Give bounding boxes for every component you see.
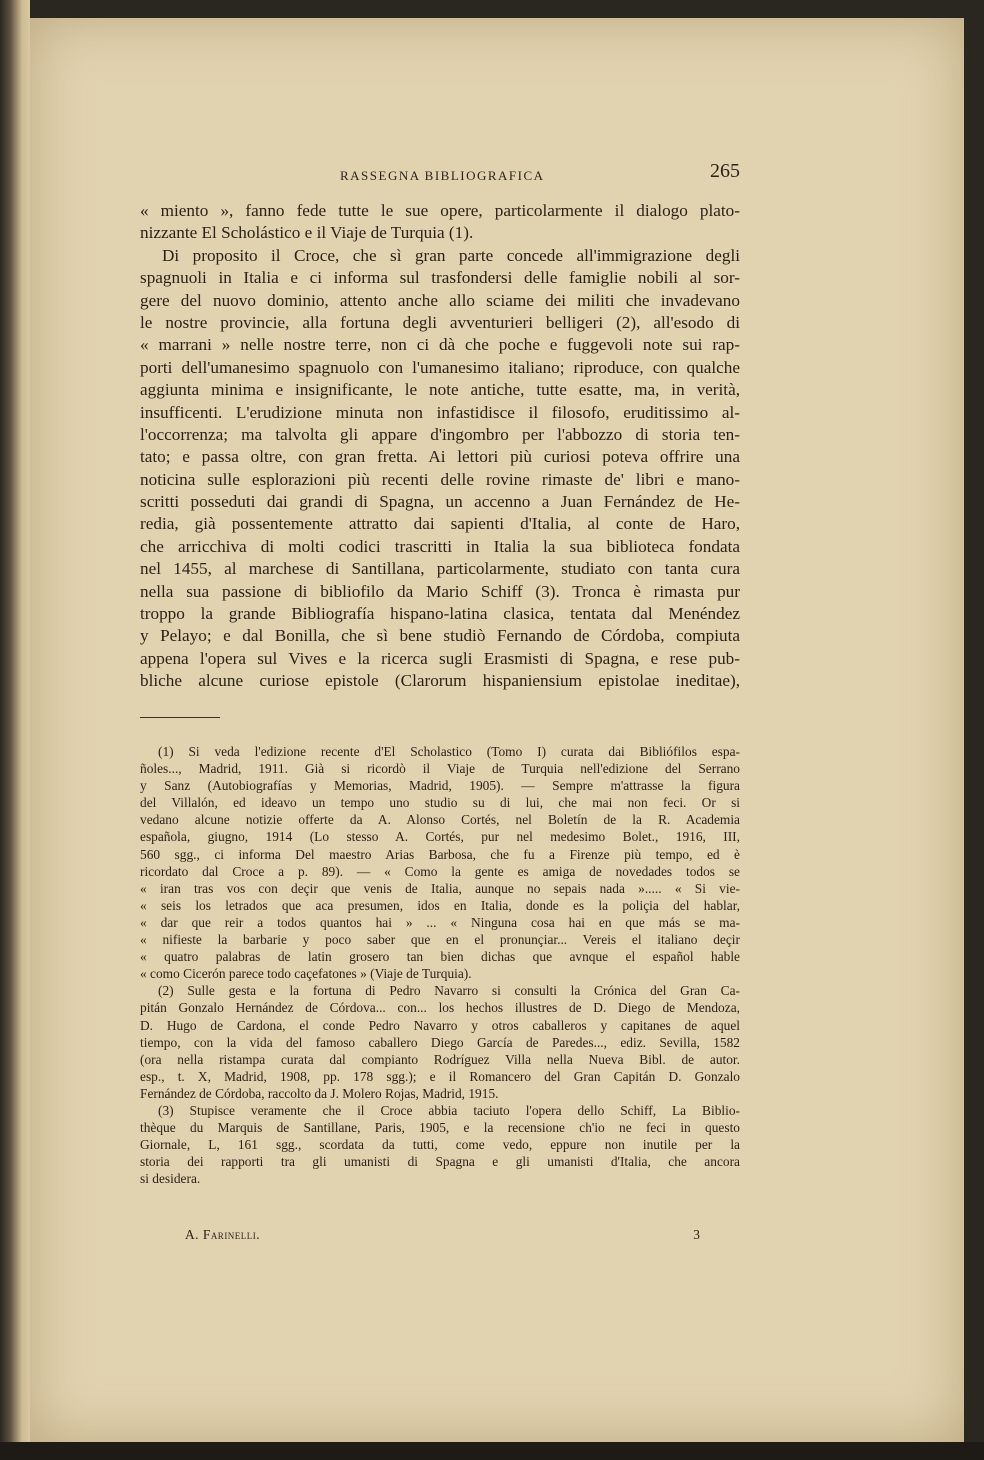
body-line: scritti posseduti dai grandi di Spagna, un accenno a Juan Fernández de He- — [140, 492, 740, 512]
page-header — [140, 160, 740, 188]
author-name: A. Farinelli. — [185, 1227, 261, 1242]
body-line: troppo la grande Bibliografía hispano-latina clasica, tentata dal Menéndez — [140, 604, 740, 624]
body-line: Di proposito il Croce, che sì gran parte concede all'immigrazione degli — [162, 245, 740, 265]
body-line: gere del nuovo dominio, attento anche allo sciame dei militi che invadevano — [140, 290, 740, 310]
body-line: appena l'opera sul Vives e la ricerca sugli Erasmisti di Spagna, e rese pub- — [140, 648, 740, 668]
body-line: « miento », fanno fede tutte le sue opere, particolarmente il dialogo plato- — [140, 201, 740, 220]
body-line: nella sua passione di bibliofilo da Mario Schiff (3). Tronca è rimasta pur — [140, 581, 740, 601]
footnote-line: vedano alcune notizie offerte da A. Alonso Cortés, nel Boletín de la R. Academia — [140, 812, 740, 828]
body-line: « marrani » nelle nostre terre, non ci dà che poche e fuggevoli note sui rap- — [140, 335, 740, 355]
body-line: noticina sulle esplorazioni più recenti delle rovine rimaste de' libri e mano- — [140, 469, 740, 489]
body-line: insufficenti. L'erudizione minuta non infastidisce il filosofo, eruditissimo al- — [140, 402, 740, 422]
footnote-line: « dar que reir a todos quantos hai » ... « Ninguna cosa hai en que más se ma- — [140, 914, 740, 930]
footnote-line: (1) Si veda l'edizione recente d'El Scholastico (Tomo I) curata dai Bibliófilos espa- — [158, 744, 740, 759]
printer-signature: 3 — [693, 1227, 700, 1242]
body-line: bliche alcune curiose epistole (Clarorum hispaniensium epistolae ineditae), — [140, 671, 740, 691]
body-line: y Pelayo; e dal Bonilla, che sì bene studiò Fernando de Córdoba, compiuta — [140, 626, 740, 646]
body-line: le nostre provincie, alla fortuna degli avventurieri belligeri (2), all'esodo di — [140, 312, 740, 332]
footnote-line: si desidera. — [140, 1171, 201, 1187]
footnote-line: Giornale, L, 161 sgg., scordata da tutti, come vedo, eppure non inutile per la — [140, 1137, 740, 1153]
footnote-line: 560 sgg., ci informa Del maestro Arias Barbosa, che fu a Firenze più tempo, ed è — [140, 846, 740, 862]
footnote-line: « quatro palabras de latin grosero tan bien dichas que avnque el español hable — [140, 949, 740, 965]
body-line: l'occorrenza; ma talvolta gli appare d'ingombro per l'abbozzo di storia ten- — [140, 424, 740, 444]
footnote-line: « seis los letrados que aca presumen, idos en Italia, donde es la poliçia del hablar, — [140, 897, 740, 913]
body-line: porti dell'umanesimo spagnuolo con l'umanesimo italiano; riproduce, con qualche — [140, 357, 740, 377]
footnote-line: thèque du Marquis de Santillane, Paris, 1905, e la recensione ch'io ne feci in questo — [140, 1120, 740, 1136]
footnote-line: D. Hugo de Cardona, el conde Pedro Navarro y otros caballeros y capitanes de aquel — [140, 1017, 740, 1033]
body-line: nizzante El Scholástico e il Viaje de Turquia (1). — [140, 223, 474, 243]
footnote-line: storia dei rapporti tra gli umanisti di Spagna e gli umanisti d'Italia, che ancora — [140, 1154, 740, 1170]
footnote-line: « como Cicerón parece todo caçefatones » (Viaje de Turquia). — [140, 966, 472, 982]
footnotes — [140, 743, 740, 1187]
footnote-line: española, giugno, 1914 (Lo stesso A. Cortés, pur nel medesimo Bolet., 1916, III, — [140, 829, 740, 845]
footnote-line: y Sanz (Autobiografías y Memorias, Madrid, 1905). — Sempre m'attrasse la figura — [140, 778, 740, 794]
footnote-line: « nifieste la barbarie y poco saber que en el pronunçiar... Vereis el italiano deçir — [140, 932, 740, 948]
footnote-line: ricordato dal Croce a p. 89). — « Como la gente es amiga de novedades todos se — [140, 863, 740, 879]
footnote-line: pitán Gonzalo Hernández de Córdova... con... los hechos illustres de D. Diego de Mendoza, — [140, 1000, 740, 1016]
body-line: aggiunta minima e insignificante, le note antiche, tutte esatte, ma, in verità, — [140, 380, 740, 400]
footnote-line: esp., t. X, Madrid, 1908, pp. 178 sgg.); e il Romancero del Gran Capitán D. Gonzalo — [140, 1068, 740, 1084]
footnote-line: Fernández de Córdoba, raccolto da J. Molero Rojas, Madrid, 1915. — [140, 1085, 499, 1101]
body-line: spagnuoli in Italia e ci informa sul trasfondersi delle famiglie nobili al sor- — [140, 268, 740, 288]
body-line: tato; e passa oltre, con gran fretta. Ai lettori più curiosi poteva offrire una — [140, 447, 740, 467]
scan-bottom-edge — [0, 1442, 984, 1460]
footnote-line: ñoles..., Madrid, 1911. Già si ricordò il Viaje de Turquia nell'edizione del Serrano — [140, 761, 740, 777]
running-head: RASSEGNA BIBLIOGRAFICA — [340, 168, 545, 183]
footnote-rule — [140, 717, 220, 718]
page-footer — [185, 1227, 700, 1247]
footnote-line: del Villalón, ed ideavo un tempo uno studio su di lui, che mai non feci. Or si — [140, 795, 740, 811]
body-text — [140, 200, 740, 693]
page-number: 265 — [710, 160, 740, 182]
body-line: nel 1455, al marchese di Santillana, particolarmente, studiato con tanta cura — [140, 559, 740, 579]
footnote-line: tiempo, con la vida del famoso caballero Diego García de Paredes..., ediz. Sevilla, 1582 — [140, 1034, 740, 1050]
footnote-line: (ora nella ristampa curata dal compianto Rodríguez Villa nella Nueva Bibl. de autor. — [140, 1051, 740, 1067]
book-gutter — [0, 0, 30, 1460]
footnote-line: « iran tras vos con deçir que venis de Italia, aunque no sepais nada »..... « Si vie- — [140, 880, 740, 896]
footnote-line: (2) Sulle gesta e la fortuna di Pedro Navarro si consulti la Crónica del Gran Ca- — [158, 983, 740, 999]
body-line: che arricchiva di molti codici trascritti in Italia la sua biblioteca fondata — [140, 536, 740, 556]
body-line: redia, già possentemente attratto dai sapienti d'Italia, al conte de Haro, — [140, 514, 740, 534]
footnote-line: (3) Stupisce veramente che il Croce abbia taciuto l'opera dello Schiff, La Biblio- — [158, 1102, 740, 1118]
